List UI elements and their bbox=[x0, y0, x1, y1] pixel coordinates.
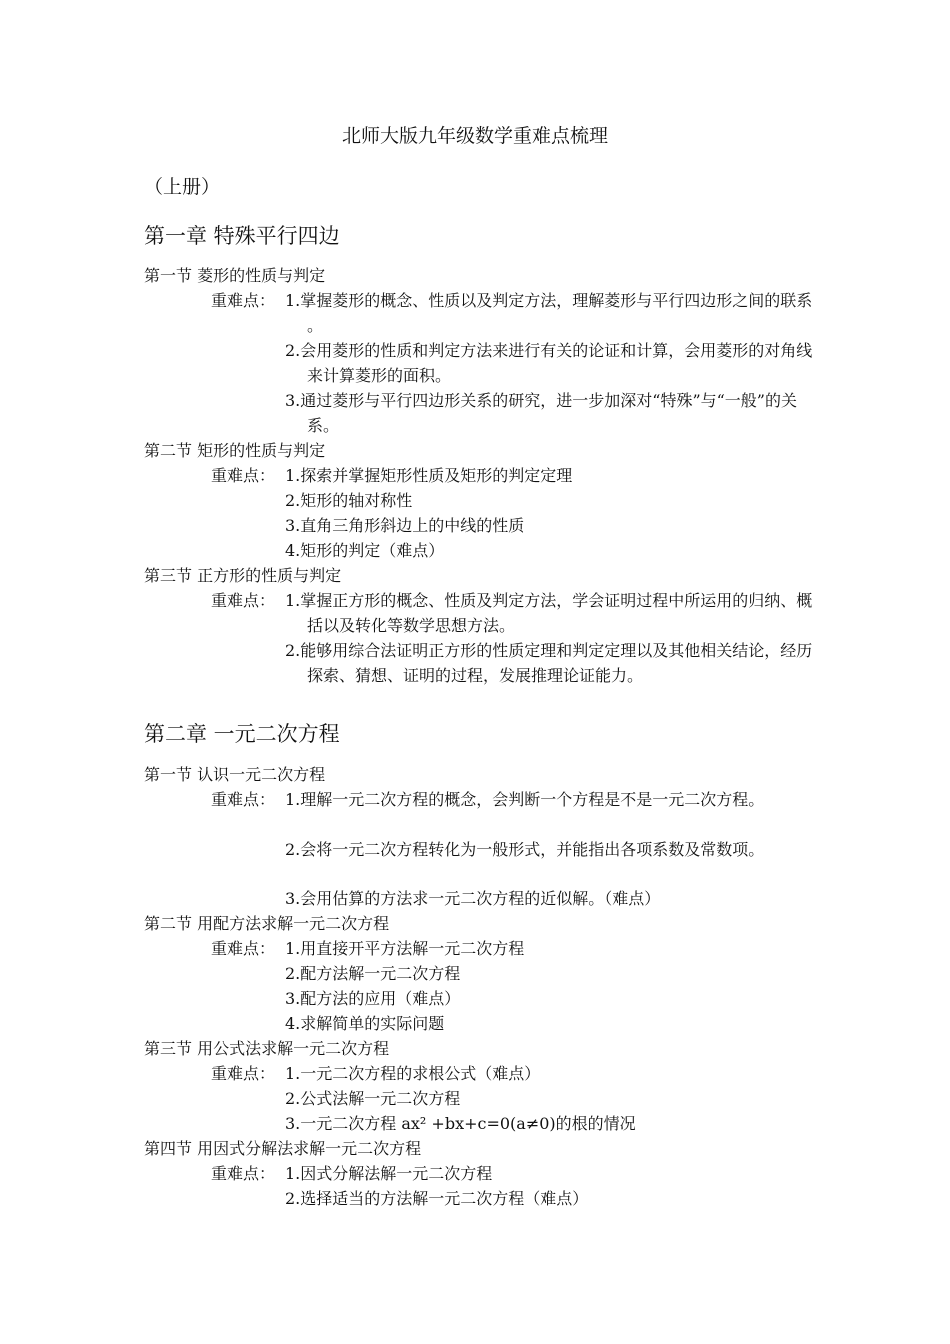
key-point-item: 2.公式法解一元二次方程 bbox=[285, 1089, 461, 1108]
key-point-item: 2.会用菱形的性质和判定方法来进行有关的论证和计算，会用菱形的对角线来计算菱形的面积。 bbox=[285, 341, 813, 385]
volume-label: （上册） bbox=[144, 176, 221, 198]
key-point-item: 1.探索并掌握矩形性质及矩形的判定定理 bbox=[285, 466, 573, 485]
key-point-item: 2.矩形的轴对称性 bbox=[285, 491, 413, 510]
section-title: 第三节 正方形的性质与判定 bbox=[144, 566, 342, 585]
section-title: 第三节 用公式法求解一元二次方程 bbox=[144, 1039, 390, 1058]
section-title: 第一节 认识一元二次方程 bbox=[144, 765, 326, 784]
key-point-item: 1.因式分解法解一元二次方程 bbox=[285, 1164, 493, 1183]
key-point-item: 3.通过菱形与平行四边形关系的研究，进一步加深对“特殊”与“一般”的关系。 bbox=[285, 391, 797, 435]
document-title: 北师大版九年级数学重难点梳理 bbox=[341, 125, 608, 147]
key-point-item: 4.求解简单的实际问题 bbox=[285, 1014, 445, 1033]
key-points-label: 重难点： bbox=[211, 291, 276, 310]
key-point-item: 2.能够用综合法证明正方形的性质定理和判定定理以及其他相关结论，经历探索、猜想、证明的过程，发展推理论证能力。 bbox=[285, 641, 813, 685]
key-point-item: 1.掌握正方形的概念、性质及判定方法，学会证明过程中所运用的归纳、概括以及转化等数学思想方法。 bbox=[285, 591, 813, 635]
key-points-label: 重难点： bbox=[211, 1164, 276, 1183]
key-point-item: 3.配方法的应用（难点） bbox=[285, 989, 461, 1008]
key-point-item: 3.一元二次方程 ax² +bx+c=0(a≠0)的根的情况 bbox=[285, 1114, 636, 1133]
section-title: 第二节 矩形的性质与判定 bbox=[144, 441, 326, 460]
key-points-label: 重难点： bbox=[211, 591, 276, 610]
key-point-item: 1.理解一元二次方程的概念，会判断一个方程是不是一元二次方程。 bbox=[285, 790, 765, 809]
chapter-title: 第一章 特殊平行四边 bbox=[144, 224, 340, 248]
key-point-item: 1.掌握菱形的概念、性质以及判定方法，理解菱形与平行四边形之间的联系 。 bbox=[285, 291, 813, 335]
key-point-item: 1.用直接开平方法解一元二次方程 bbox=[285, 939, 525, 958]
key-points-label: 重难点： bbox=[211, 939, 276, 958]
section-title: 第一节 菱形的性质与判定 bbox=[144, 266, 326, 285]
section-title: 第四节 用因式分解法求解一元二次方程 bbox=[144, 1139, 422, 1158]
key-point-item: 1.一元二次方程的求根公式（难点） bbox=[285, 1064, 541, 1083]
key-point-item: 3.会用估算的方法求一元二次方程的近似解。（难点） bbox=[285, 889, 661, 908]
key-point-item: 2.选择适当的方法解一元二次方程（难点） bbox=[285, 1189, 589, 1208]
chapter-title: 第二章 一元二次方程 bbox=[144, 722, 340, 746]
key-point-item: 3.直角三角形斜边上的中线的性质 bbox=[285, 516, 525, 535]
key-point-item: 4.矩形的判定（难点） bbox=[285, 541, 445, 560]
key-point-item: 2.会将一元二次方程转化为一般形式，并能指出各项系数及常数项。 bbox=[285, 840, 765, 859]
section-title: 第二节 用配方法求解一元二次方程 bbox=[144, 914, 390, 933]
key-points-label: 重难点： bbox=[211, 1064, 276, 1083]
key-points-label: 重难点： bbox=[211, 790, 276, 809]
key-point-item: 2.配方法解一元二次方程 bbox=[285, 964, 461, 983]
key-points-label: 重难点： bbox=[211, 466, 276, 485]
